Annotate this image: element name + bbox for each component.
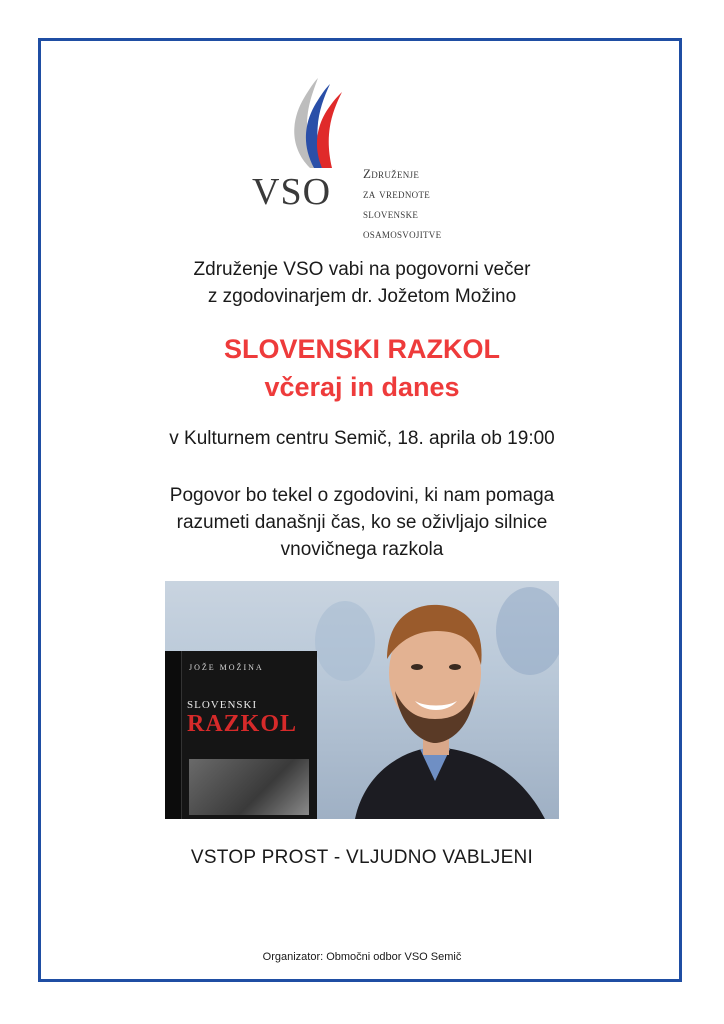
organizer-credit: Organizator: Območni odbor VSO Semič <box>262 951 462 963</box>
description-line-2: razumeti današnji čas, ko se oživljajo silnice <box>176 512 548 533</box>
flame-flag-icon <box>270 76 350 172</box>
title-line-1: SLOVENSKI RAZKOL <box>223 334 500 364</box>
free-entry-notice: VSTOP PROST - VLJUDNO VABLJENI <box>190 847 534 868</box>
book-author: JOŽE MOŽINA <box>189 663 264 672</box>
book-cover <box>165 651 317 819</box>
speaker-and-book-photo <box>165 581 559 819</box>
book-title-line-2: RAZKOL <box>187 711 298 737</box>
book-cover-photo <box>189 759 309 815</box>
description-line-1: Pogovor bo tekel o zgodovini, ki nam pomaga <box>169 485 555 506</box>
event-date-location: v Kulturnem centru Semič, 18. aprila ob 19:00 <box>169 428 555 449</box>
event-description <box>0 482 724 563</box>
invitation-line-2: z zgodovinarjem dr. Jožetom Možino <box>207 286 517 307</box>
book-title-line-1: SLOVENSKI <box>187 699 258 711</box>
invitation-text <box>0 256 724 310</box>
speaker-portrait <box>315 581 559 819</box>
title-line-2: včeraj in danes <box>264 372 460 402</box>
description-line-3: vnovičnega razkola <box>280 539 444 560</box>
logo-organization-name: Združenje za vrednote slovenske osamosvojitve <box>363 166 442 241</box>
logo-abbreviation: VSO <box>252 171 332 213</box>
event-title <box>0 330 724 406</box>
invitation-line-1: Združenje VSO vabi na pogovorni večer <box>193 259 531 280</box>
book-spine <box>165 651 182 819</box>
vso-logo <box>248 72 480 241</box>
